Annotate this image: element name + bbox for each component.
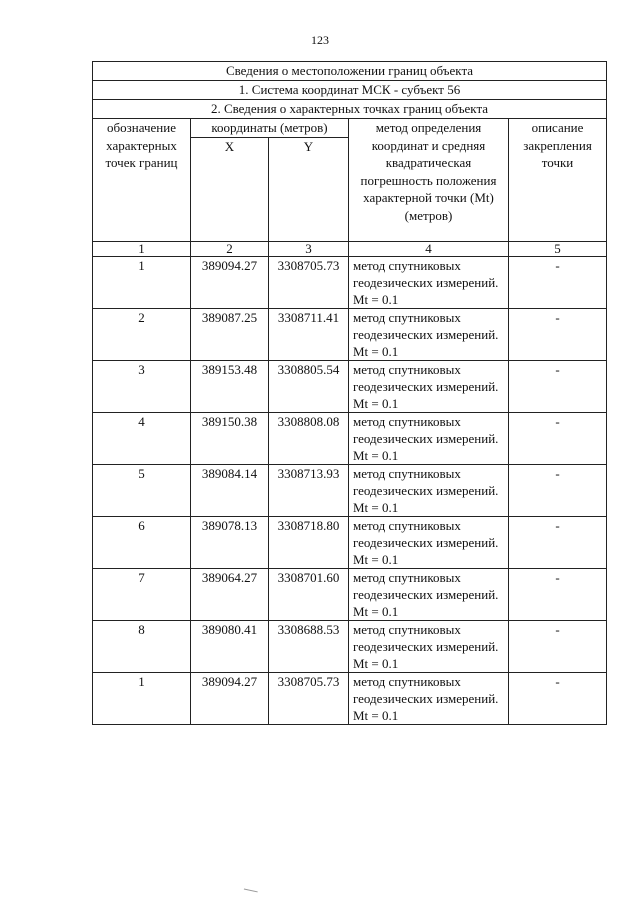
table-row bbox=[93, 464, 607, 516]
fixing-description: - bbox=[509, 620, 607, 672]
x-coordinate: 389064.27 bbox=[191, 568, 269, 620]
y-coordinate: 3308705.73 bbox=[269, 256, 349, 308]
header-x: X bbox=[191, 137, 269, 241]
column-number: 2 bbox=[191, 241, 269, 256]
column-number: 1 bbox=[93, 241, 191, 256]
method-text: метод спутниковых геодезических измерений. Mt = 0.1 bbox=[349, 516, 509, 568]
x-coordinate: 389080.41 bbox=[191, 620, 269, 672]
y-coordinate: 3308701.60 bbox=[269, 568, 349, 620]
table-row bbox=[93, 568, 607, 620]
x-coordinate: 389150.38 bbox=[191, 412, 269, 464]
column-number-row bbox=[93, 241, 607, 256]
y-coordinate: 3308705.73 bbox=[269, 672, 349, 724]
point-id: 6 bbox=[93, 516, 191, 568]
boundary-points-table bbox=[92, 61, 607, 725]
fixing-description: - bbox=[509, 464, 607, 516]
table-row bbox=[93, 308, 607, 360]
column-number: 4 bbox=[349, 241, 509, 256]
table-row bbox=[93, 412, 607, 464]
fixing-description: - bbox=[509, 672, 607, 724]
table-title: Сведения о местоположении границ объекта bbox=[93, 62, 607, 81]
header-fixing-description: описание закрепления точки bbox=[509, 119, 607, 242]
point-id: 1 bbox=[93, 256, 191, 308]
header-method: метод определения координат и средняя квадратическая погрешность положения характерной точки (Mt) (метров) bbox=[349, 119, 509, 242]
column-number: 5 bbox=[509, 241, 607, 256]
stray-pen-mark bbox=[244, 887, 258, 893]
method-text: метод спутниковых геодезических измерений. Mt = 0.1 bbox=[349, 308, 509, 360]
point-id: 4 bbox=[93, 412, 191, 464]
header-coordinates: координаты (метров) bbox=[191, 119, 349, 138]
table-row bbox=[93, 672, 607, 724]
fixing-description: - bbox=[509, 568, 607, 620]
method-text: метод спутниковых геодезических измерений. Mt = 0.1 bbox=[349, 256, 509, 308]
method-text: метод спутниковых геодезических измерений. Mt = 0.1 bbox=[349, 672, 509, 724]
method-text: метод спутниковых геодезических измерений. Mt = 0.1 bbox=[349, 360, 509, 412]
y-coordinate: 3308713.93 bbox=[269, 464, 349, 516]
method-text: метод спутниковых геодезических измерений. Mt = 0.1 bbox=[349, 620, 509, 672]
fixing-description: - bbox=[509, 412, 607, 464]
x-coordinate: 389094.27 bbox=[191, 256, 269, 308]
point-id: 3 bbox=[93, 360, 191, 412]
fixing-description: - bbox=[509, 516, 607, 568]
y-coordinate: 3308805.54 bbox=[269, 360, 349, 412]
y-coordinate: 3308718.80 bbox=[269, 516, 349, 568]
column-number: 3 bbox=[269, 241, 349, 256]
page-number: 123 bbox=[311, 33, 329, 47]
header-point-designation: обозначение характерных точек границ bbox=[93, 119, 191, 242]
x-coordinate: 389094.27 bbox=[191, 672, 269, 724]
point-id: 1 bbox=[93, 672, 191, 724]
table-row bbox=[93, 620, 607, 672]
y-coordinate: 3308688.53 bbox=[269, 620, 349, 672]
fixing-description: - bbox=[509, 256, 607, 308]
y-coordinate: 3308808.08 bbox=[269, 412, 349, 464]
point-id: 8 bbox=[93, 620, 191, 672]
fixing-description: - bbox=[509, 360, 607, 412]
x-coordinate: 389087.25 bbox=[191, 308, 269, 360]
point-id: 2 bbox=[93, 308, 191, 360]
fixing-description: - bbox=[509, 308, 607, 360]
method-text: метод спутниковых геодезических измерений. Mt = 0.1 bbox=[349, 464, 509, 516]
point-id: 5 bbox=[93, 464, 191, 516]
table-row bbox=[93, 360, 607, 412]
method-text: метод спутниковых геодезических измерений. Mt = 0.1 bbox=[349, 568, 509, 620]
x-coordinate: 389084.14 bbox=[191, 464, 269, 516]
table-row bbox=[93, 516, 607, 568]
header-y: Y bbox=[269, 137, 349, 241]
points-section-heading: 2. Сведения о характерных точках границ объекта bbox=[93, 100, 607, 119]
table-row bbox=[93, 256, 607, 308]
x-coordinate: 389078.13 bbox=[191, 516, 269, 568]
point-id: 7 bbox=[93, 568, 191, 620]
x-coordinate: 389153.48 bbox=[191, 360, 269, 412]
y-coordinate: 3308711.41 bbox=[269, 308, 349, 360]
coordinate-system-heading: 1. Система координат МСК - субъект 56 bbox=[93, 81, 607, 100]
method-text: метод спутниковых геодезических измерений. Mt = 0.1 bbox=[349, 412, 509, 464]
